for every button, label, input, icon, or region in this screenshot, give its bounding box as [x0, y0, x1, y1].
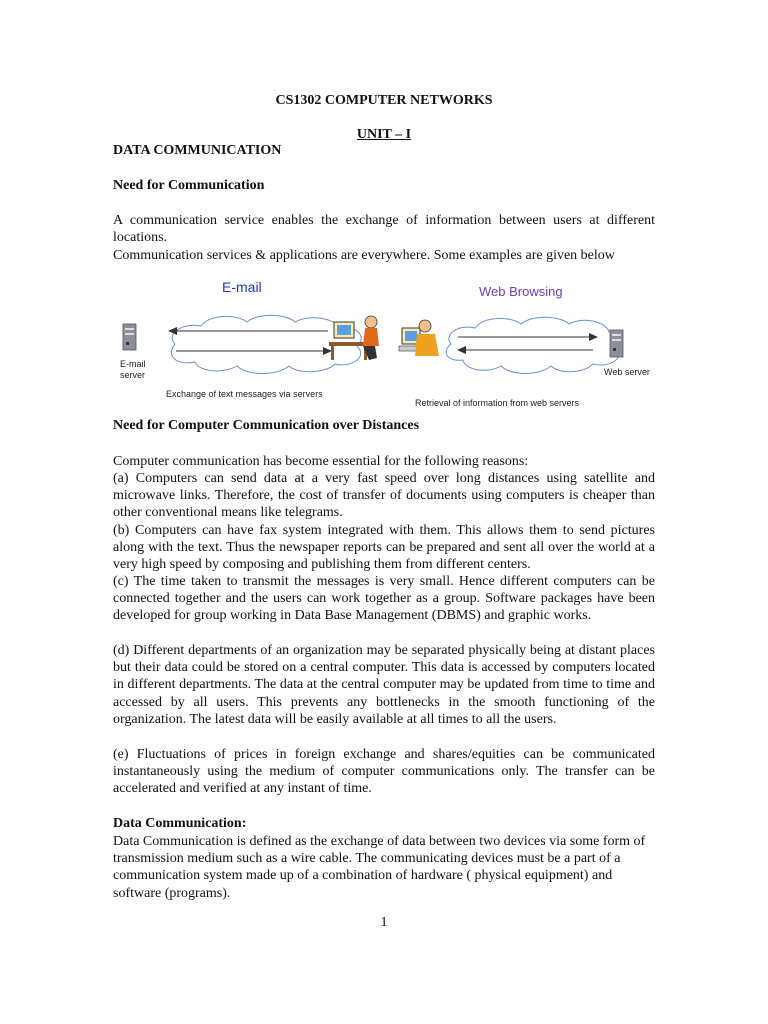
caption-left: Exchange of text messages via servers [166, 389, 323, 399]
paragraph-communication-service: A communication service enables the exchange of information between users at different locations. [113, 213, 655, 246]
paragraph-communication-examples: Communication services & applications are everywhere. Some examples are given below [113, 248, 615, 263]
right-cloud-shape [446, 317, 622, 373]
subheading-computer-communication: Need for Computer Communication over Distances [113, 418, 420, 433]
caption-right: Retrieval of information from web servers [415, 398, 580, 408]
subheading-need-for-communication: Need for Communication [113, 178, 265, 193]
reason-a: (a) Computers can send data at a very fast speed over long distances using satellite and microwave links. Therefore, the cost of transfer of documents using computers is cheaper than other conventional means like telegrams. [113, 471, 655, 521]
email-server-icon [123, 324, 136, 350]
web-server-label: Web server [604, 367, 650, 377]
subheading-data-communication: Data Communication: [113, 816, 247, 831]
email-server-label-line2: server [120, 370, 146, 380]
email-server-label-line1: E-mail [120, 359, 146, 369]
unit-heading: UNIT – I [356, 127, 412, 142]
web-browsing-title-label: Web Browsing [479, 284, 563, 299]
page-number: 1 [380, 915, 388, 930]
communication-examples-figure [113, 276, 658, 411]
email-title-label: E-mail [222, 279, 262, 295]
paragraph-data-communication: Data Communication is defined as the exchange of data between two devices via some form of transmission medium such as a wire cable. The communicating devices must be a part of a communication system made up of a combination of hardware ( physical equipment) and software (programs). [113, 834, 646, 901]
left-arrowhead-top [168, 327, 177, 335]
document-title: CS1302 COMPUTER NETWORKS [275, 93, 493, 108]
pc-user-icon [399, 320, 439, 356]
section-heading: DATA COMMUNICATION [113, 143, 282, 158]
reason-d: (d) Different departments of an organization may be separated physically being at distant places but their data could be stored on a central computer. This data is accessed by computers located in different departments. The data at the central computer may be updated from time to time and accessed by all users. This prevents any bottlenecks in the smooth functioning of the organization. The latest data will be easily available at all times to all the users. [113, 643, 655, 727]
paragraph-reasons-intro: Computer communication has become essential for the following reasons: [113, 454, 529, 469]
reason-e: (e) Fluctuations of prices in foreign exchange and shares/equities can be communicated instantaneously using the medium of computer communications only. The transfer can be accelerated and verified at any instant of time. [113, 747, 655, 797]
reason-b: (b) Computers can have fax system integrated with them. This allows them to send pictures along with the text. Thus the newspaper reports can be prepared and sent all over the world at a very high speed by composing and publishing them from different centers. [113, 523, 655, 573]
reason-c: (c) The time taken to transmit the messages is very small. Hence different computers can be connected together and the users can work together as a group. Software packages have been developed for group working in Data Base Management (DBMS) and graphic works. [113, 574, 655, 624]
web-server-icon [610, 330, 623, 357]
